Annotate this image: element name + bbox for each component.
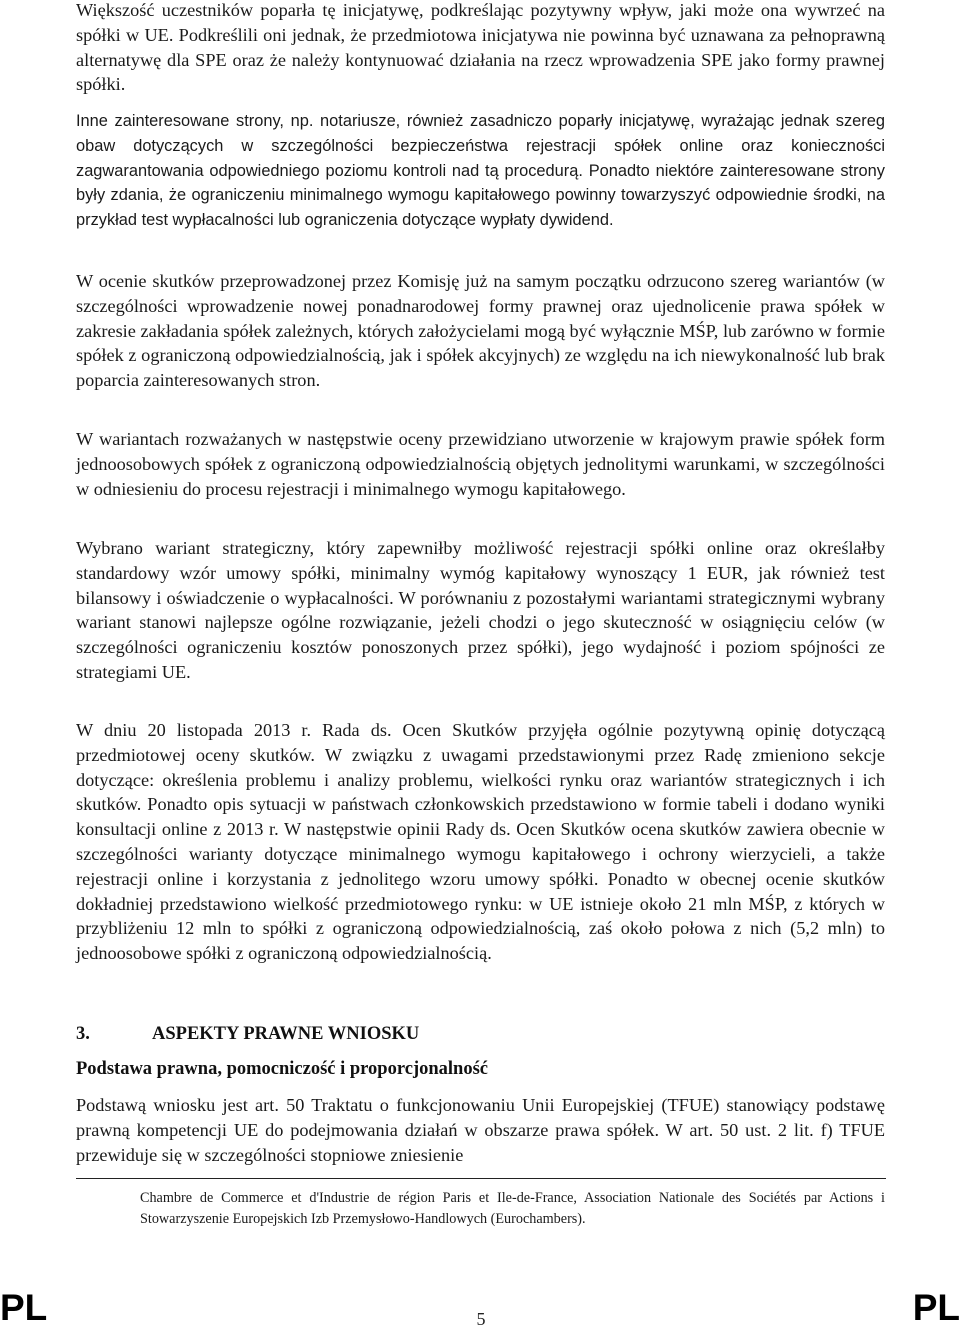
language-code-right: PL — [912, 1287, 960, 1328]
section-number: 3. — [76, 1024, 90, 1044]
paragraph-impact-assessment-options: W ocenie skutków przeprowadzonej przez Komisję już na samym początku odrzucono szereg wariantów (w szczególności wprowadzenie nowej ponadnarodowej formy prawnej oraz ujednolicenie prawa spółek w zakresie zakładania spółek zależnych, których założycielami mogą być wyłącznie MŚP, lub zarówno w formie spółek z ograniczoną odpowiedzialnością, jak i spółek akcyjnych) ze względu na ich niewykonalność lub brak poparcia zainteresowanych stron. — [76, 271, 885, 391]
footnote-text: Chambre de Commerce et d'Industrie de région Paris et Ile-de-France, Association Nationale des Sociétés par Actions i Stowarzyszenie Europejskich Izb Przemysłowo-Handlowych (Eurochambers). — [140, 1190, 885, 1227]
section-title: ASPEKTY PRAWNE WNIOSKU — [152, 1024, 420, 1044]
paragraph-considered-variants: W wariantach rozważanych w następstwie oceny przewidziano utworzenie w krajowym prawie spółek form jednoosobowych spółek z ograniczoną odpowiedzialnością objętych jednolitymi warunkami, w szczególności w odniesieniu do procesu rejestracji i minimalnego wymogu kapitałowego. — [76, 429, 885, 499]
paragraph-chosen-strategy: Wybrano wariant strategiczny, który zapewniłby możliwość rejestracji spółki online oraz określałby standardowy wzór umowy spółki, minimalny wymóg kapitałowy wynoszący 1 EUR, jak również test bilansowy i oświadczenie o wypłacalności. W porównaniu z pozostałymi wariantami strategicznymi wybrany wariant stanowi najlepsze ogólne rozwiązanie, jeżeli chodzi o jego skuteczność w osiągnięciu celów (w szczególności ograniczeniu kosztów ponoszonych przez spółki), jego wydajność i poziom spójności ze strategiami UE. — [76, 538, 885, 682]
page-number: 5 — [476, 1309, 486, 1329]
paragraph-participants-support: Większość uczestników poparła tę inicjatywę, podkreślając pozytywny wpływ, jaki może ona wywrzeć na spółki w UE. Podkreślili oni jednak, że przedmiotowa inicjatywa nie powinna być uznawana za pełnoprawną alternatywę dla SPE oraz że należy kontynuować działania na rzecz wprowadzenia SPE jako formy prawnej spółki. — [76, 0, 885, 95]
paragraph-other-stakeholders: Inne zainteresowane strony, np. notariusze, również zasadniczo poparły inicjatywę, wyrażając jednak szereg obaw dotyczących w szczególności bezpieczeństwa rejestracji spółek online oraz konieczności zagwarantowania odpowiedniego poziomu kontroli nad tą procedurą. Ponadto niektóre zainteresowane strony były zdania, że ograniczeniu minimalnego wymogu kapitałowego powinny towarzyszyć odpowiednie środki, na przykład test wypłacalności lub ograniczenia dotyczące wypłaty dywidend. — [76, 112, 885, 230]
paragraph-legal-basis: Podstawą wniosku jest art. 50 Traktatu o funkcjonowaniu Unii Europejskiej (TFUE) stanowiący podstawę prawną kompetencji UE do podejmowania działań w obszarze prawa spółek. W art. 50 ust. 2 lit. f) TFUE przewiduje się w szczególności stopniowe zniesienie — [76, 1095, 885, 1165]
section-subtitle: Podstawa prawna, pomocniczość i proporcjonalność — [76, 1059, 488, 1079]
paragraph-impact-board-opinion: W dniu 20 listopada 2013 r. Rada ds. Ocen Skutków przyjęła ogólnie pozytywną opinię dotyczącą przedmiotowej oceny skutków. W związku z uwagami przedstawionymi przez Radę zmieniono sekcje dotyczące: określenia problemu i analizy problemu, wielkości rynku oraz wariantów strategicznych i ich skutków. Ponadto opis sytuacji w państwach członkowskich przedstawiono w formie tabeli i dodano wyniki konsultacji online z 2013 r. W następstwie opinii Rady ds. Ocen Skutków ocena skutków zawiera obecnie w szczególności warianty dotyczące minimalnego wymogu kapitałowego i ochrony wierzycieli, a także rejestracji online i korzystania z jednolitego wzoru umowy spółki. Ponadto w obecnej ocenie skutków dokładniej przedstawiono wielkość przedmiotowego rynku: w UE istnieje około 21 mln MŚP, z których w przybliżeniu 12 mln to spółki z ograniczoną odpowiedzialnością, zaś około połowa z nich (5,2 mln) to jednoosobowe spółki z ograniczoną odpowiedzialnością. — [76, 720, 885, 964]
language-code-left: PL — [0, 1287, 48, 1328]
footnote-divider — [76, 1178, 886, 1179]
